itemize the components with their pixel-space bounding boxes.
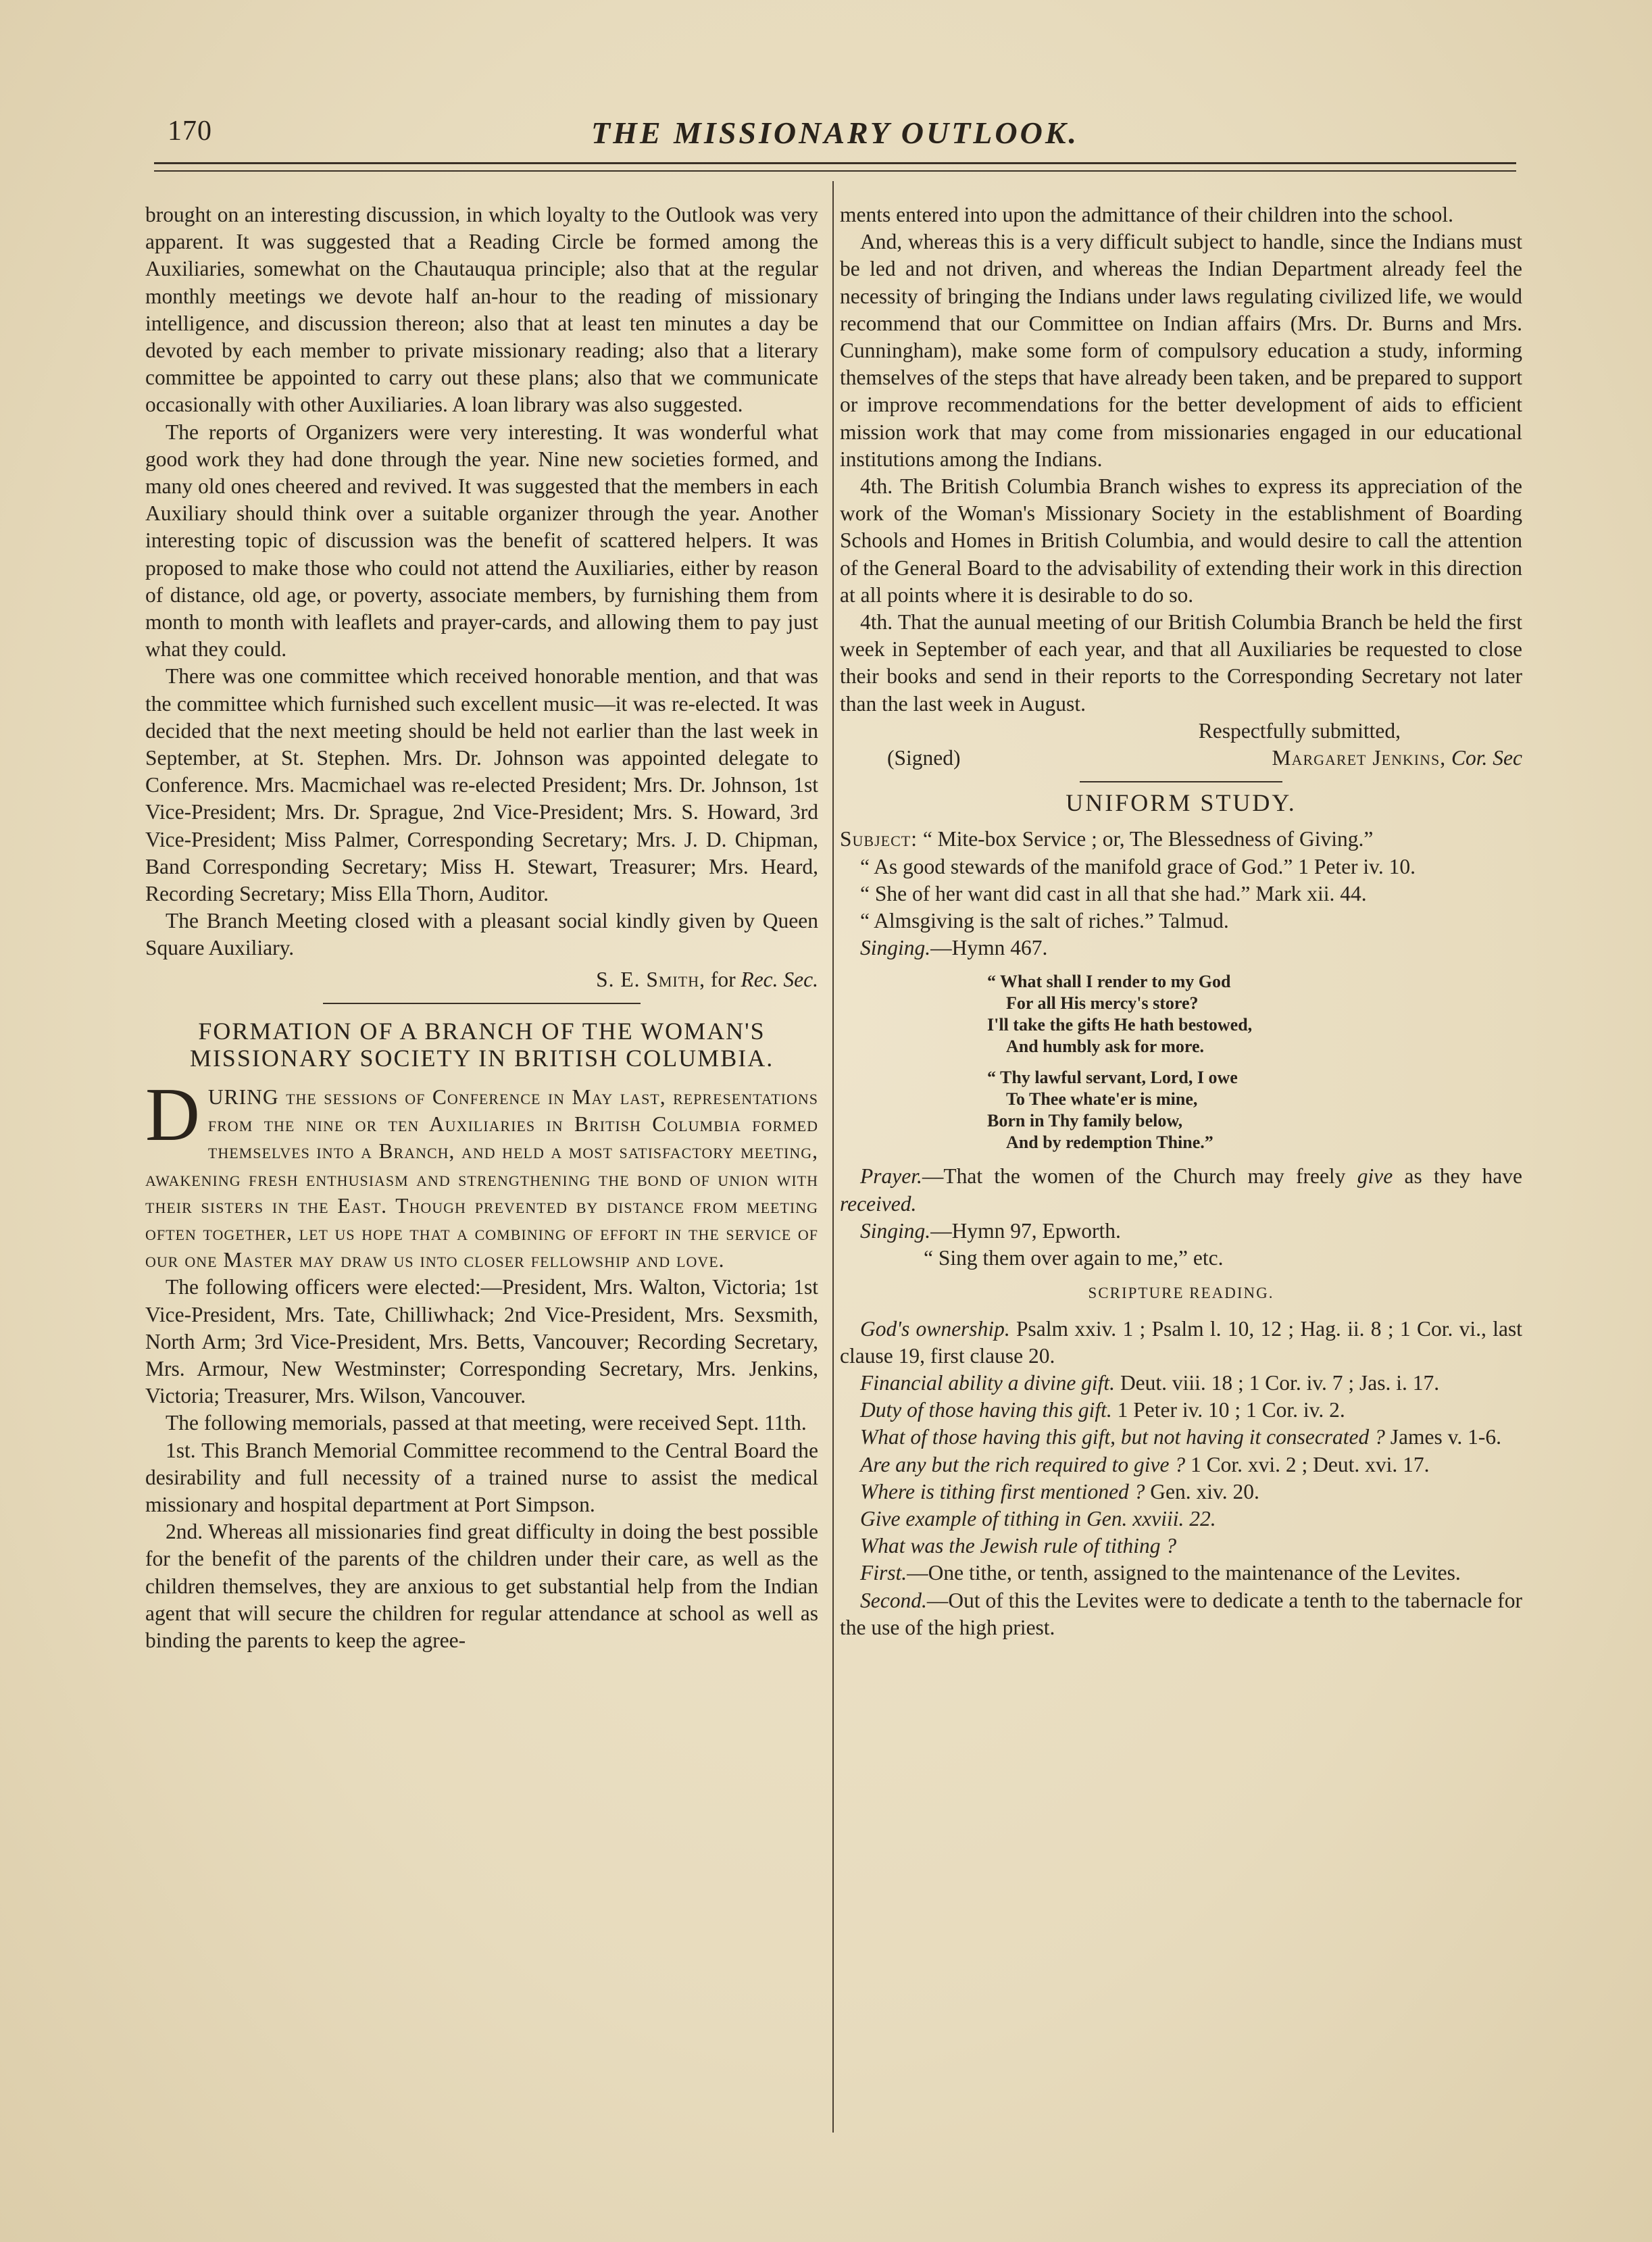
scripture-refs: —One tithe, or tenth, assigned to the maintenance of the Levites. <box>907 1561 1461 1585</box>
quote: “ Almsgiving is the salt of riches.” Talmud. <box>860 909 1229 933</box>
column-divider <box>832 181 834 2133</box>
scripture-topic: God's ownership. <box>860 1316 1010 1341</box>
prayer-give: give <box>1357 1164 1393 1189</box>
verse-line: Born in Thy family below, <box>987 1111 1183 1131</box>
signature-name: S. E. Smith, <box>596 967 705 991</box>
singing-text: —Hymn 97, Epworth. <box>930 1218 1121 1243</box>
header-rule-top <box>154 162 1516 164</box>
scripture-refs: Psalm xxiv. 1 ; Psalm l. 10, 12 ; Hag. ii. 8 ; 1 Cor. vi., last clause 19, first clause 20. <box>840 1316 1522 1368</box>
scripture-item <box>840 1560 1522 1587</box>
verse-line: And by redemption Thine.” <box>1006 1132 1213 1153</box>
scripture-reading-heading: SCRIPTURE READING. <box>1088 1285 1274 1302</box>
signature-jenkins <box>840 745 1522 772</box>
prayer-received: received. <box>840 1191 917 1216</box>
paragraph: 4th. The British Columbia Branch wishes to express its appreciation of the work of the Woman's Missionary Society in the establishment of Boarding Schools and Homes in British Columbia, and would desire to call the attention of the General Board to the advisability of extending their work in this direction at all points where it is desirable to do so. <box>840 474 1522 607</box>
paragraph: The following memorials, passed at that meeting, were received Sept. 11th. <box>166 1411 807 1435</box>
paragraph: brought on an interesting discussion, in which loyalty to the Outlook was very apparent. It was suggested that a Reading Circle be formed among the Auxiliaries, somewhat on the Chautauqua principle; also that at the regular monthly meetings we devote half an-hour to the reading of missionary intelligence, and discussion thereon; also that at least ten minutes a day be devoted by each member to private missionary reading; also that a literary committee be appointed to carry out these plans; also that we communicate occasionally with other Auxiliaries. A loan library was also suggested. <box>145 203 818 417</box>
scripture-refs: 1 Peter iv. 10 ; 1 Cor. iv. 2. <box>1117 1398 1345 1422</box>
scripture-topic: Duty of those having this gift. <box>860 1398 1112 1422</box>
scripture-refs: Gen. xiv. 20. <box>1150 1479 1259 1503</box>
singing-line <box>840 1218 1522 1245</box>
paragraph: There was one committee which received honorable mention, and that was the committee which furnished such excellent music—it was re-elected. It was decided that the next meeting should be held not earlier than the last week in September, at St. Stephen. Mrs. Dr. Johnson was appointed delegate to Conference. Mrs. Macmichael was re-elected President; Mrs. Dr. Johnson, 1st Vice-President; Mrs. Dr. Sprague, 2nd Vice-President; Mrs. S. Howard, 3rd Vice-President; Miss Palmer, Corresponding Secretary; Mrs. J. D. Chipman, Band Corresponding Secretary; Miss H. Stewart, Treasurer; Mrs. Heard, Recording Secretary; Miss Ella Thorn, Auditor. <box>145 664 818 906</box>
paragraph-text: URING the sessions of Conference in May last, representations from the nine or ten Auxiliaries in British Columbia formed themselves into a Branch, and held a most satisfactory meeting, awakening fresh enthusiasm and strengthening the bond of union with their sisters in the East. Though prevented by distance from meeting often together, let us hope that a combining of effort in the service of our one Master may draw us into closer fellowship and love. <box>145 1085 818 1272</box>
scripture-item <box>840 1533 1522 1560</box>
scripture-topic: First. <box>860 1561 907 1585</box>
page-number: 170 <box>168 116 212 147</box>
singing-label: Singing. <box>860 936 931 960</box>
singing-label: Singing. <box>860 1218 931 1243</box>
verse-line: “ What shall I render to my God <box>987 972 1231 992</box>
scripture-refs: James v. 1-6. <box>1390 1425 1501 1449</box>
section-heading-formation: FORMATION OF A BRANCH OF THE WOMAN'S MISSIONARY SOCIETY IN BRITISH COLUMBIA. <box>189 1017 774 1072</box>
respectfully-submitted: Respectfully submitted, <box>1198 718 1401 743</box>
verse-line: And humbly ask for more. <box>1006 1037 1205 1057</box>
scripture-topic: What was the Jewish rule of tithing ? <box>860 1534 1177 1558</box>
subject-line <box>840 826 1522 853</box>
scripture-topic: What of those having this gift, but not having it consecrated ? <box>860 1425 1385 1449</box>
paragraph: 2nd. Whereas all missionaries find great difficulty in doing the best possible for the benefit of the parents of the children under their care, as well as the children themselves, they are anxious to get substantial help from the Indian agent that will secure the children for regular attendance at school as well as binding the parents to keep the agree- <box>145 1520 818 1652</box>
paragraph: The Branch Meeting closed with a pleasant social kindly given by Queen Square Auxiliary. <box>145 909 818 960</box>
paragraph: ments entered into upon the admittance of their children into the school. <box>840 203 1453 226</box>
section-rule <box>1080 781 1282 782</box>
scripture-refs: Deut. viii. 18 ; 1 Cor. iv. 7 ; Jas. i. 17. <box>1120 1370 1440 1395</box>
right-column <box>840 201 1522 1641</box>
scripture-item <box>840 1478 1522 1505</box>
prayer-text: —That the women of the Church may freely <box>922 1164 1346 1189</box>
scripture-item <box>840 1505 1522 1533</box>
paragraph: The reports of Organizers were very interesting. It was wonderful what good work they had done through the year. Nine new societies formed, and many old ones cheered and revived. It was suggested that the members in each Auxiliary should think over a suitable organizer through the year. Another interesting topic of discussion was the benefit of scattered helpers. It was proposed to make those who could not attend the Auxiliaries, either by reason of distance, old age, or poverty, associate members, by furnishing them from month to month with leaflets and prayer-cards, and allowing them to pay just what they could. <box>145 420 818 662</box>
verse-line: To Thee whate'er is mine, <box>1006 1089 1198 1110</box>
signature-title: Rec. Sec. <box>741 967 818 991</box>
section-rule <box>323 1003 641 1004</box>
verse-line: For all His mercy's store? <box>1006 993 1199 1014</box>
paragraph-dropcap <box>145 1072 818 1274</box>
scripture-refs: —Out of this the Levites were to dedicate a tenth to the tabernacle for the use of the high priest. <box>840 1588 1522 1639</box>
signature-smith <box>145 966 818 993</box>
signed-label: (Signed) <box>887 746 961 770</box>
hymn-verse-1 <box>987 971 1522 1057</box>
scripture-item <box>840 1316 1522 1370</box>
scripture-item <box>840 1397 1522 1424</box>
scripture-topic: Financial ability a divine gift. <box>860 1370 1116 1395</box>
paragraph: 4th. That the aunual meeting of our British Columbia Branch be held the first week in September of each year, and that all Auxiliaries be requested to close their books and send in their reports to the Corresponding Secretary not later than the last week in August. <box>840 610 1522 716</box>
section-heading-uniform-study: UNIFORM STUDY. <box>1066 789 1297 817</box>
prayer-text-2: as they have <box>1404 1164 1523 1189</box>
prayer-label: Prayer. <box>860 1164 922 1189</box>
running-head <box>154 115 1516 155</box>
scripture-item <box>840 1370 1522 1397</box>
scripture-item <box>840 1587 1522 1641</box>
signature-for: for <box>710 967 736 991</box>
signature-name: Margaret Jenkins, <box>1272 746 1447 770</box>
left-column <box>145 201 818 1654</box>
header-rule-bottom <box>154 170 1516 172</box>
quote: “ She of her want did cast in all that she had.” Mark xii. 44. <box>860 881 1367 905</box>
verse-line: I'll take the gifts He hath bestowed, <box>987 1015 1253 1035</box>
paragraph: And, whereas this is a very difficult subject to handle, since the Indians must be led and not driven, and whereas the Indian Department already feel the necessity of bringing the Indians under laws regulating civilized life, we would recommend that our Committee on Indian affairs (Mrs. Dr. Burns and Mrs. Cunningham), make some form of compulsory education a study, informing themselves of the steps that have already been taken, and be prepared to support or improve recommendations for the better development of aids to efficient mission work that may come from missionaries engaged in our educational institutions among the Indians. <box>840 230 1522 471</box>
quote: “ As good stewards of the manifold grace of God.” 1 Peter iv. 10. <box>860 854 1416 878</box>
scripture-topic: Second. <box>860 1588 927 1612</box>
drop-cap: D <box>145 1072 200 1157</box>
scripture-item <box>840 1424 1522 1451</box>
scripture-topic: Give example of tithing in Gen. xxviii. 22. <box>860 1506 1216 1530</box>
signature-title: Cor. Sec <box>1451 746 1522 770</box>
hymn-verse-2 <box>987 1067 1522 1153</box>
singing-line <box>840 935 1522 962</box>
hymn-title: “ Sing them over again to me,” etc. <box>924 1246 1224 1270</box>
verse-line: “ Thy lawful servant, Lord, I owe <box>987 1068 1238 1088</box>
scripture-topic: Are any but the rich required to give ? <box>860 1452 1186 1476</box>
scripture-topic: Where is tithing first mentioned ? <box>860 1479 1145 1503</box>
subject-text: “ Mite-box Service ; or, The Blessedness of Giving.” <box>922 827 1374 851</box>
prayer-line <box>840 1163 1522 1217</box>
paragraph: 1st. This Branch Memorial Committee recommend to the Central Board the desirability and full necessity of a trained nurse to assist the medical missionary and hospital department at Port Simpson. <box>145 1438 818 1516</box>
singing-text: —Hymn 467. <box>930 936 1048 960</box>
scripture-refs: 1 Cor. xvi. 2 ; Deut. xvi. 17. <box>1191 1452 1430 1476</box>
journal-title: THE MISSIONARY OUTLOOK. <box>591 116 1080 150</box>
paragraph: The following officers were elected:—President, Mrs. Walton, Victoria; 1st Vice-President, Mrs. Tate, Chilliwhack; 2nd Vice-President, Mrs. Sexsmith, North Arm; 3rd Vice-President, Mrs. Betts, Vancouver; Recording Secretary, Mrs. Armour, New Westminster; Corresponding Secretary, Mrs. Jenkins, Victoria; Treasurer, Mrs. Wilson, Vancouver. <box>145 1275 818 1408</box>
subject-label: Subject: <box>840 827 918 851</box>
scripture-item <box>840 1451 1522 1478</box>
